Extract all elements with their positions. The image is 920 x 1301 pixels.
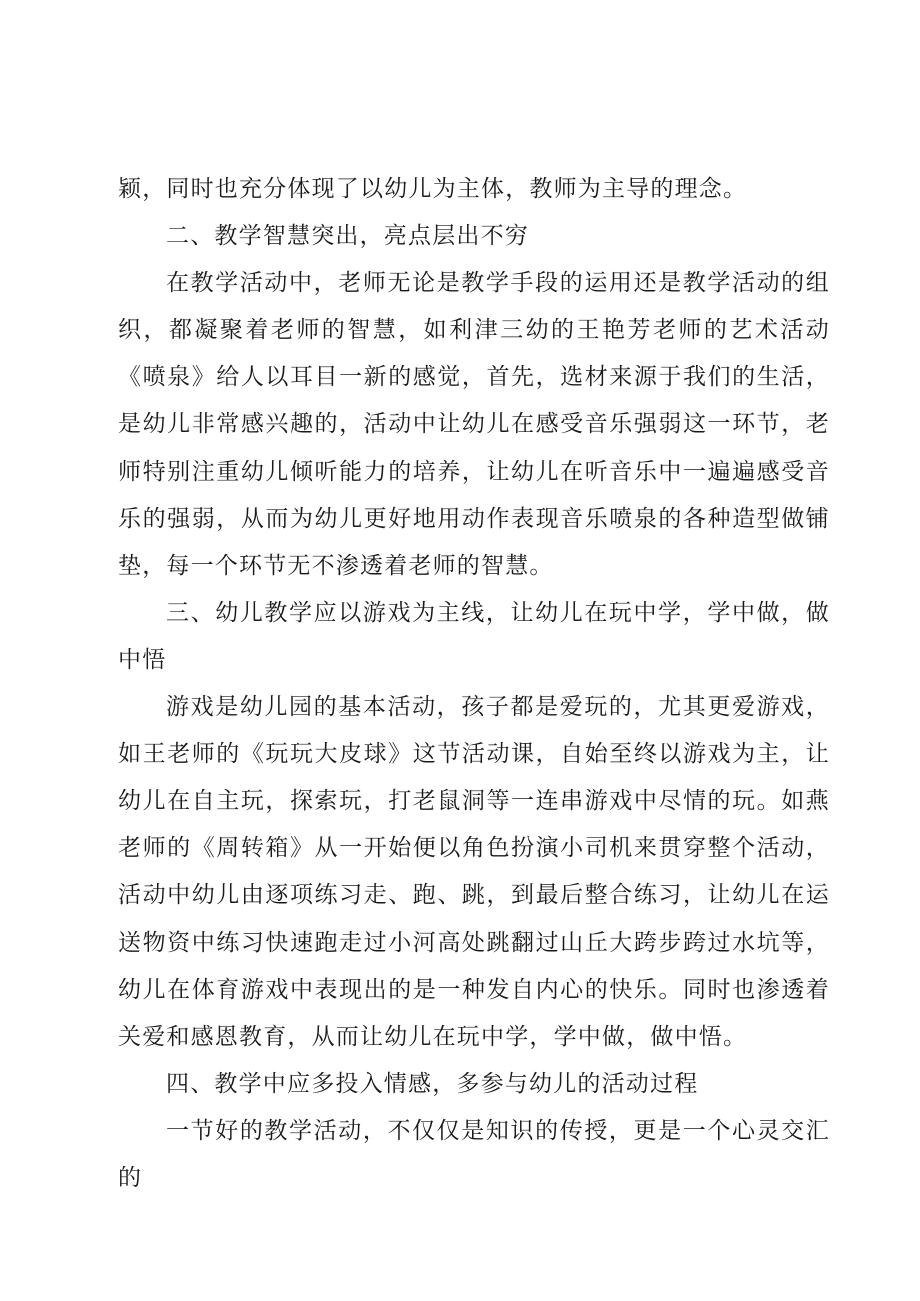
- paragraph-2: 在教学活动中，老师无论是教学手段的运用还是教学活动的组织，都凝聚着老师的智慧，如利津三幼的王艳芳老师的艺术活动《喷泉》给人以耳目一新的感觉，首先，选材来源于我们的生活，是幼儿非常感兴趣的，活动中让幼儿在感受音乐强弱这一环节，老师特别注重幼儿倾听能力的培养，让幼儿在听音乐中一遍遍感受音乐的强弱，从而为幼儿更好地用动作表现音乐喷泉的各种造型做铺垫，每一个环节无不渗透着老师的智慧。: [118, 270, 830, 579]
- paragraph-3: 游戏是幼儿园的基本活动，孩子都是爱玩的，尤其更爱游戏，如王老师的《玩玩大皮球》这节活动课，自始至终以游戏为主，让幼儿在自主玩，探索玩，打老鼠洞等一连串游戏中尽情的玩。如燕老师的《周转箱》从一开始便以角色扮演小司机来贯穿整个活动，活动中幼儿由逐项练习走、跑、跳，到最后整合练习，让幼儿在运送物资中练习快速跑走过小河高处跳翻过山丘大跨步跨过水坑等，幼儿在体育游戏中表现出的是一种发自内心的快乐。同时也渗透着关爱和感恩教育，从而让幼儿在玩中学，学中做，做中悟。: [118, 694, 830, 1050]
- section-heading-4: 四、教学中应多投入情感，多参与幼儿的活动过程: [166, 1070, 699, 1097]
- section-heading-3: 三、幼儿教学应以游戏为主线，让幼儿在玩中学，学中做，做中悟: [118, 599, 830, 673]
- paragraph-4: 一节好的教学活动，不仅仅是知识的传授，更是一个心灵交汇的: [118, 1117, 830, 1191]
- document-body: [118, 166, 830, 1202]
- paragraph-1: 颖，同时也充分体现了以幼儿为主体，教师为主导的理念。: [118, 176, 748, 202]
- section-heading-2: 二、教学智慧突出，亮点层出不穷: [166, 223, 529, 250]
